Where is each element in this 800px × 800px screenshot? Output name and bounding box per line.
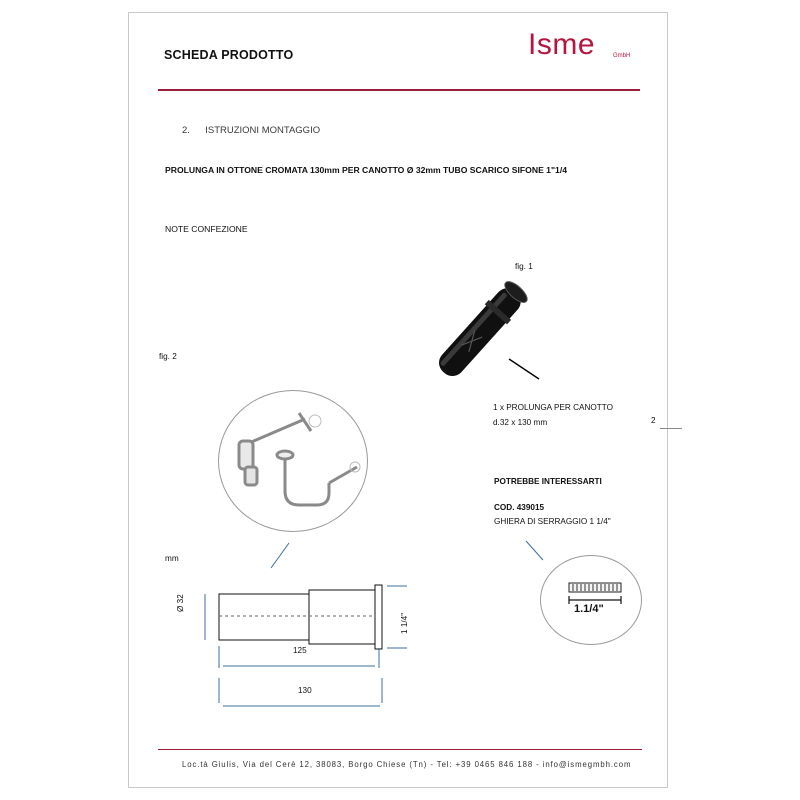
ring-thread-label: 1.1/4" [574,603,604,615]
page-number-rule [660,428,682,429]
fig2-label: fig. 2 [159,352,177,361]
document-title: SCHEDA PRODOTTO [164,48,294,62]
pointer-line [505,355,545,385]
section-number: 2. [182,125,190,136]
company-logo: Isme [528,28,596,61]
package-dimensions: d.32 x 130 mm [493,418,548,427]
footer-divider [158,749,642,750]
ring-nut-illustration [541,556,641,644]
length-inner-label: 125 [293,646,307,655]
fig1-label: fig. 1 [515,262,533,271]
fig2-pointer-line [265,540,295,572]
footer-address: Loc.tà Giulis, Via del Cerè 12, 38083, Borgo Chiese (Tn) - Tel: +39 0465 846 188 - info@ismegmbh.com [182,760,632,769]
siphon-photo-circle [218,390,368,532]
related-code: COD. 439015 [494,503,545,512]
related-title: POTREBBE INTERESSARTI [494,477,602,486]
package-item: 1 x PROLUNGA PER CANOTTO [493,403,613,412]
ring-photo-circle [540,555,642,645]
company-logo-suffix: GmbH [613,53,631,59]
package-notes-label: NOTE CONFEZIONE [165,224,248,234]
section-title: ISTRUZIONI MONTAGGIO [205,125,321,136]
related-description: GHIERA DI SERRAGGIO 1 1/4" [494,517,611,526]
product-title: PROLUNGA IN OTTONE CROMATA 130mm PER CANOTTO Ø 32mm TUBO SCARICO SIFONE 1"1/4 [165,165,567,175]
diameter-label: Ø 32 [176,594,185,612]
siphon-kit-illustration [219,391,367,531]
section-heading [182,125,320,136]
length-total-label: 130 [298,686,312,695]
unit-label: mm [165,554,179,563]
header-divider [158,89,640,91]
page-number: 2 [651,416,656,425]
thread-label: 1 1/4" [400,612,409,634]
